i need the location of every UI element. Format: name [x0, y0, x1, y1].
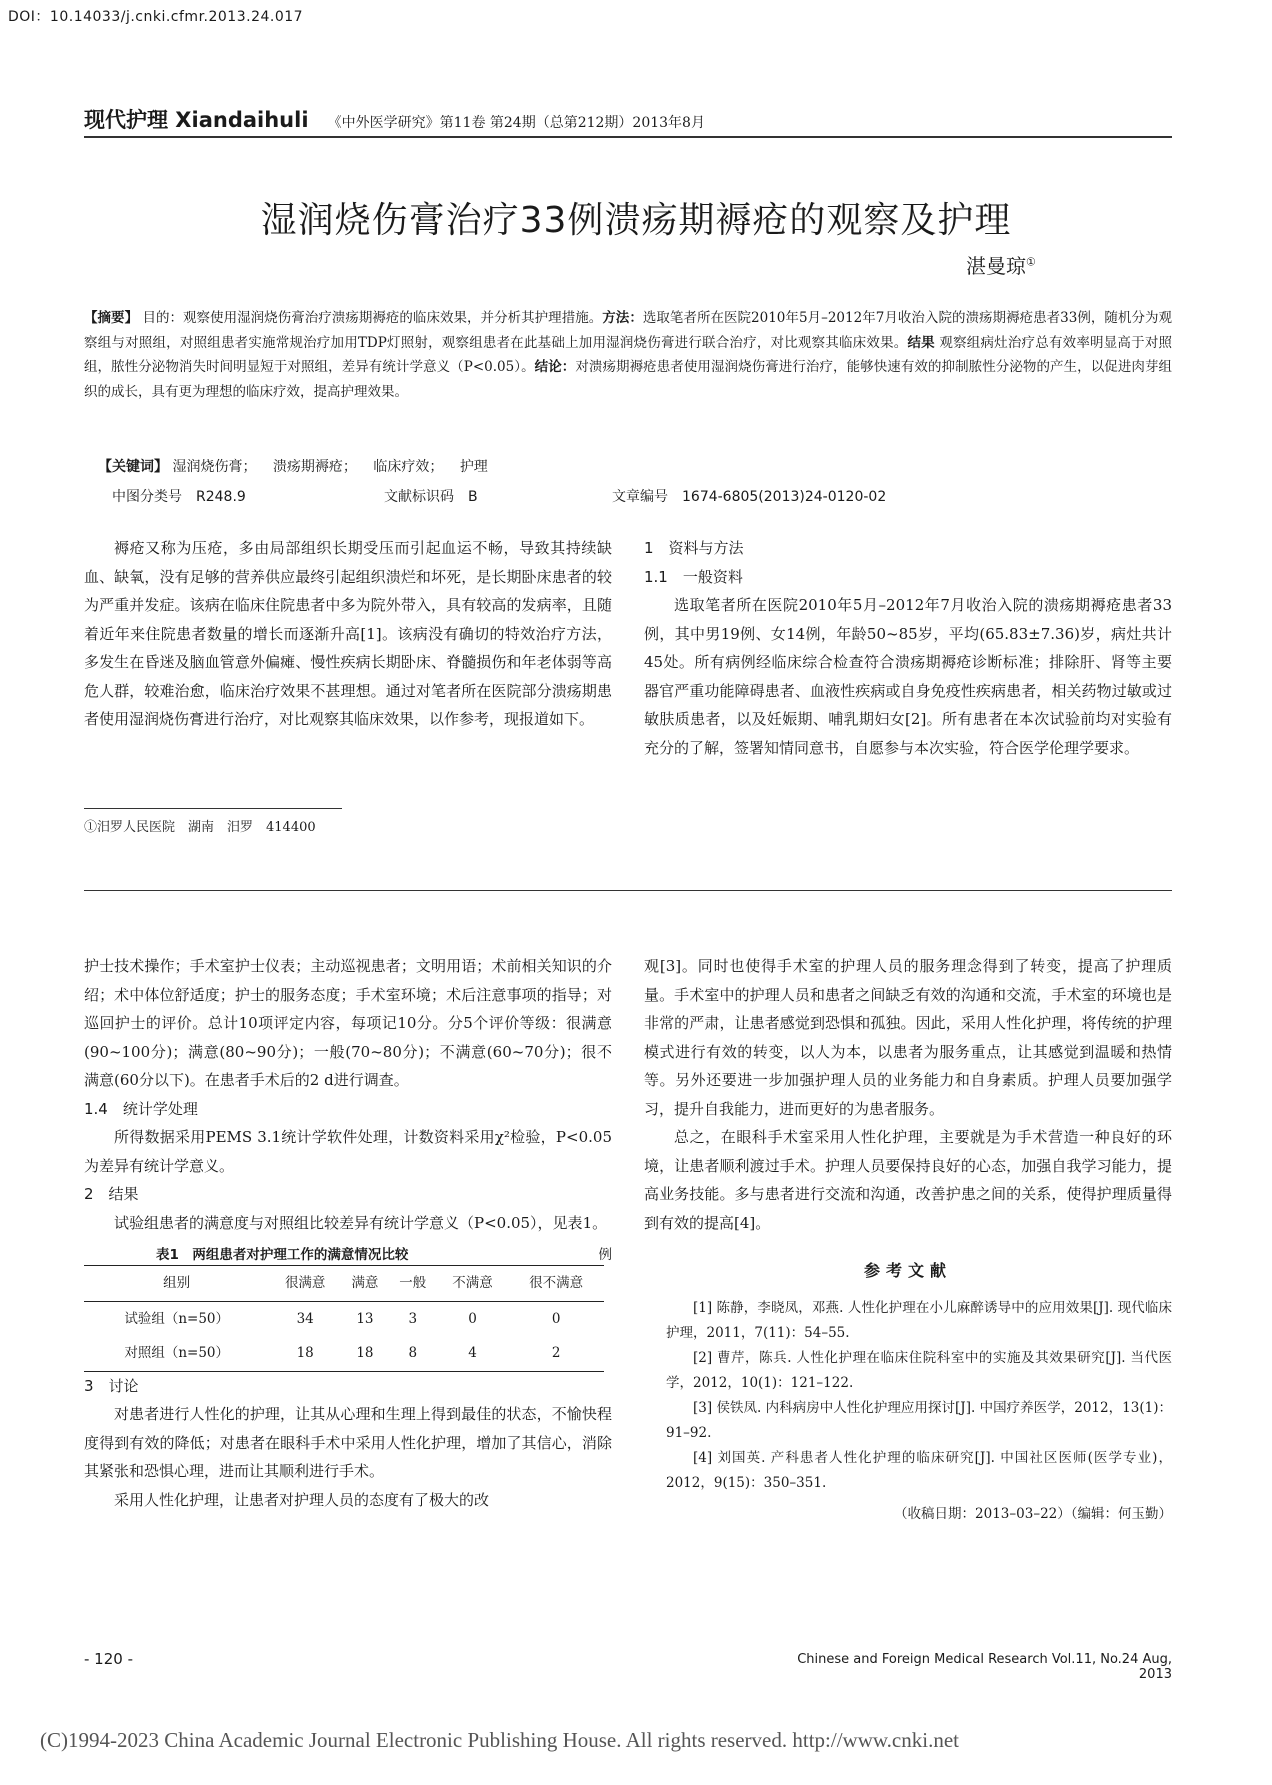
survey-paragraph: 护士技术操作；手术室护士仪表；主动巡视患者；文明用语；术前相关知识的介绍；术中体位舒适度；护士的服务态度；手术室环境；术后注意事项的指导；对巡回护士的评价。总计10项评定内容，每项记10分。分5个评价等级：很满意(90~100分)；满意(80~90分)；一般(70~80分)；不满意(60~70分)；很不满意(60分以下)。在患者手术后的2 d进行调查。	[84, 957, 612, 1089]
results-paragraph: 试验组患者的满意度与对照组比较差异有统计学意义（P<0.05），见表1。	[114, 1213, 608, 1232]
table-header: 组别	[84, 1266, 269, 1302]
subsection-heading: 1.1 一般资料	[644, 567, 743, 586]
table-caption-row	[84, 1239, 612, 1265]
table-cell: 0	[551, 1310, 561, 1327]
section-name: 现代护理 Xiandaihuli	[84, 108, 309, 132]
intro-paragraph: 褥疮又称为压疮，多由局部组织长期受压而引起血运不畅，导致其持续缺血、缺氧，没有足够的营养供应最终引起组织溃烂和坏死，是长期卧床患者的较为严重并发症。该病在临床住院患者中多为院外带入，具有较高的发病率，且随着近年来住院患者数量的增长而逐渐升高[1]。该病没有确切的特效治疗方法，多发生在昏迷及脑血管意外偏瘫、慢性疾病长期卧床、脊髓损伤和年老体弱等高危人群，较难治愈，临床治疗效果不甚理想。通过对笔者所在医院部分溃疡期患者使用湿润烧伤膏进行治疗，对比观察其临床效果，以作参考，现报道如下。	[84, 539, 612, 728]
table-cell: 对照组（n=50）	[84, 1336, 269, 1371]
author	[966, 250, 1036, 279]
lower-left-column	[84, 952, 612, 1514]
table-header: 不满意	[437, 1266, 509, 1302]
lower-right-column	[644, 952, 1172, 1528]
copyright-line: (C)1994-2023 China Academic Journal Electronic Publishing House. All rights reserved. http://www.cnki.net	[40, 1728, 959, 1752]
clc-number: 中图分类号 R248.9	[112, 489, 246, 505]
journal-footer: Chinese and Foreign Medical Research Vol.11, No.24 Aug, 2013	[797, 1652, 1172, 1682]
section-heading: 2 结果	[84, 1185, 139, 1203]
references-title: 参考文献	[863, 1261, 952, 1280]
table-row	[84, 1336, 604, 1371]
table-cell: 3	[408, 1310, 418, 1327]
page-number: - 120 -	[84, 1650, 133, 1668]
table-cell: 13	[356, 1310, 374, 1327]
stats-paragraph: 所得数据采用PEMS 3.1统计学软件处理，计数资料采用χ²检验，P<0.05为差异有统计学意义。	[84, 1128, 612, 1175]
section-heading: 3 讨论	[84, 1376, 139, 1395]
abstract-result-label: 结果	[907, 334, 935, 351]
journal-meta: 《中外医学研究》第11卷 第24期（总第212期）2013年8月	[327, 115, 705, 131]
reference-item: [1] 陈静，李晓凤，邓燕. 人性化护理在小儿麻醉诱导中的应用效果[J]. 现代临床护理，2011，7(11)：54–55.	[666, 1299, 1172, 1341]
intro-column	[84, 534, 612, 734]
article-number: 文章编号 1674-6805(2013)24-0120-02	[612, 489, 887, 505]
discussion-paragraph: 采用人性化护理，让患者对护理人员的态度有了极大的改	[114, 1490, 490, 1509]
subsection-heading: 1.4 统计学处理	[84, 1099, 198, 1118]
discussion-paragraph: 对患者进行人性化的护理，让其从心理和生理上得到最佳的状态，不愉快程度得到有效的降低；对患者在眼科手术中采用人性化护理，增加了其信心，消除其紧张和恐惧心理，进而让其顺利进行手术。	[84, 1405, 612, 1480]
page-divider	[84, 890, 1172, 891]
author-mark: ①	[1026, 255, 1036, 269]
reference-item: [3] 侯铁凤. 内科病房中人性化护理应用探讨[J]. 中国疗养医学，2012，13(1)：91–92.	[666, 1399, 1172, 1441]
abstract	[84, 306, 1172, 404]
received-date: （收稿日期：2013–03–22）（编辑：何玉勤）	[894, 1505, 1172, 1522]
table-unit: 例	[598, 1247, 612, 1263]
discussion-continued: 观[3]。同时也使得手术室的护理人员的服务理念得到了转变，提高了护理质量。手术室中的护理人员和患者之间缺乏有效的沟通和交流，手术室的环境也是非常的严肃，让患者感觉到恐惧和孤独。因此，采用人性化护理，将传统的护理模式进行有效的转变，以人为本，以患者为服务重点，让其感觉到温暖和热情等。另外还要进一步加强护理人员的业务能力和自身素质。护理人员要加强学习，提升自我能力，进而更好的为患者服务。	[644, 957, 1172, 1118]
footnote-rule	[84, 808, 342, 809]
table-header: 很不满意	[508, 1266, 604, 1302]
article-title: 湿润烧伤膏治疗33例溃疡期褥疮的观察及护理	[260, 200, 1012, 241]
keyword: 临床疗效；	[373, 459, 444, 475]
table-cell: 18	[269, 1336, 341, 1371]
keyword: 湿润烧伤膏；	[172, 459, 257, 475]
document-code: 文献标识码 B	[384, 489, 478, 505]
table-cell: 试验组（n=50）	[124, 1310, 230, 1327]
reference-item: [4] 刘国英. 产科患者人性化护理的临床研究[J]. 中国社区医师(医学专业)，2012，9(15)：350–351.	[666, 1449, 1172, 1491]
table-row	[84, 1301, 604, 1336]
reference-item: [2] 曹芹，陈兵. 人性化护理在临床住院科室中的实施及其效果研究[J]. 当代医学，2012，10(1)：121–122.	[666, 1349, 1172, 1391]
table-caption: 表1 两组患者对护理工作的满意情况比较	[156, 1247, 409, 1263]
abstract-result: 观察组病灶治疗总有效率明显高于对照组，脓性分泌物消失时间明显短于对照组，差异有统计学意义（P<0.05）。	[84, 334, 1173, 375]
table-cell: 0	[468, 1310, 477, 1327]
abstract-conclusion: 对溃疡期褥疮患者使用湿润烧伤膏进行治疗，能够快速有效的抑制脓性分泌物的产生，以促进肉芽组织的成长，具有更为理想的临床疗效，提高护理效果。	[84, 359, 1173, 400]
author-name: 湛曼琼	[966, 254, 1026, 278]
journal-header	[84, 104, 705, 134]
keyword: 溃疡期褥疮；	[272, 459, 357, 475]
conclusion-paragraph: 总之，在眼科手术室采用人性化护理，主要就是为手术营造一种良好的环境，让患者顺利渡过手术。护理人员要保持良好的心态，加强自我学习能力，提高业务技能。多与患者进行交流和沟通，改善护患之间的关系，使得护理质量得到有效的提高[4]。	[644, 1128, 1172, 1232]
methods-column	[644, 534, 1172, 762]
table-cell: 4	[437, 1336, 509, 1371]
footnote: ①汨罗人民医院 湖南 汨罗 414400	[84, 820, 316, 835]
table-cell: 18	[341, 1336, 389, 1371]
section-heading: 1 资料与方法	[644, 539, 744, 557]
abstract-label: 【摘要】	[84, 310, 139, 326]
table-header: 满意	[341, 1266, 389, 1302]
abstract-purpose: 目的：观察使用湿润烧伤膏治疗溃疡期褥疮的临床效果，并分析其护理措施。	[142, 310, 603, 326]
doi-line: DOI：10.14033/j.cnki.cfmr.2013.24.017	[8, 9, 304, 25]
table-header: 一般	[389, 1266, 437, 1302]
results-table	[84, 1265, 604, 1372]
table-cell: 8	[389, 1336, 437, 1371]
keywords-label: 【关键词】	[98, 459, 168, 475]
table-header: 很满意	[269, 1266, 341, 1302]
abstract-conclusion-label: 结论：	[534, 359, 576, 375]
keyword: 护理	[459, 459, 488, 475]
abstract-method: 选取笔者所在医院2010年5月–2012年7月收治入院的溃疡期褥疮患者33例，随机分为观察组与对照组，对照组患者实施常规治疗加用TDP灯照射，观察组患者在此基础上加用湿润烧伤膏进行联合治疗，对比观察其临床效果。	[84, 310, 1173, 351]
header-rule	[84, 136, 1172, 138]
table-cell: 34	[296, 1310, 314, 1327]
abstract-method-label: 方法：	[602, 310, 643, 326]
methods-paragraph: 选取笔者所在医院2010年5月–2012年7月收治入院的溃疡期褥疮患者33例，其中男19例、女14例，年龄50~85岁，平均(65.83±7.36)岁，病灶共计45处。所有病例经临床综合检查符合溃疡期褥疮诊断标准；排除肝、肾等主要器官严重功能障碍患者、血液性疾病或自身免疫性疾病患者，相关药物过敏或过敏肤质患者，以及妊娠期、哺乳期妇女[2]。所有患者在本次试验前均对实验有充分的了解，签署知情同意书，自愿参与本次实验，符合医学伦理学要求。	[644, 596, 1172, 757]
table-cell: 2	[508, 1336, 604, 1371]
keywords	[98, 456, 500, 476]
